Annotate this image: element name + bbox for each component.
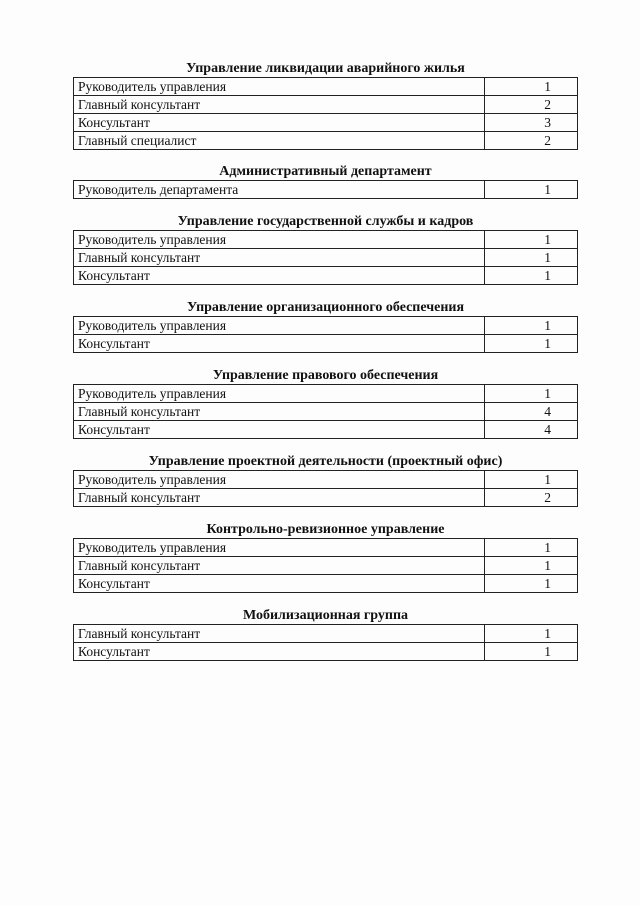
count-cell: 1 (485, 267, 578, 285)
position-cell: Главный консультант (74, 403, 485, 421)
position-cell: Главный консультант (74, 557, 485, 575)
count-cell: 1 (485, 231, 578, 249)
table-row (74, 539, 578, 557)
table-row (74, 385, 578, 403)
section-emergency-housing (73, 61, 578, 150)
section-title: Управление проектной деятельности (проектный офис) (148, 454, 503, 469)
count-cell: 1 (485, 557, 578, 575)
section-title: Управление государственной службы и кадров (177, 214, 474, 229)
table-row (74, 78, 578, 96)
count-cell: 2 (485, 489, 578, 507)
position-cell: Руководитель управления (74, 78, 485, 96)
count-cell: 1 (485, 643, 578, 661)
count-cell: 1 (485, 249, 578, 267)
table-row (74, 231, 578, 249)
staff-table (73, 470, 578, 507)
position-cell: Главный консультант (74, 96, 485, 114)
position-cell: Консультант (74, 335, 485, 353)
count-cell: 1 (485, 471, 578, 489)
count-cell: 1 (485, 317, 578, 335)
section-title: Управление ликвидации аварийного жилья (186, 61, 465, 76)
staff-table (73, 538, 578, 593)
section-title: Административный департамент (219, 164, 432, 179)
section-title: Контрольно-ревизионное управление (206, 522, 445, 537)
table-row (74, 335, 578, 353)
section-admin-department (73, 164, 578, 199)
table-row (74, 403, 578, 421)
staff-table (73, 316, 578, 353)
position-cell: Консультант (74, 643, 485, 661)
count-cell: 1 (485, 335, 578, 353)
count-cell: 1 (485, 181, 578, 199)
staff-table (73, 384, 578, 439)
staff-table (73, 624, 578, 661)
section-audit-control (73, 522, 578, 593)
table-row (74, 421, 578, 439)
table-row (74, 132, 578, 150)
position-cell: Руководитель департамента (74, 181, 485, 199)
position-cell: Консультант (74, 114, 485, 132)
position-cell: Руководитель управления (74, 385, 485, 403)
table-row (74, 471, 578, 489)
position-cell: Руководитель управления (74, 317, 485, 335)
count-cell: 1 (485, 575, 578, 593)
position-cell: Руководитель управления (74, 539, 485, 557)
table-row (74, 181, 578, 199)
count-cell: 2 (485, 132, 578, 150)
position-cell: Главный специалист (74, 132, 485, 150)
count-cell: 1 (485, 385, 578, 403)
position-cell: Главный консультант (74, 625, 485, 643)
position-cell: Консультант (74, 421, 485, 439)
staff-table (73, 230, 578, 285)
table-row (74, 96, 578, 114)
count-cell: 2 (485, 96, 578, 114)
table-row (74, 317, 578, 335)
section-civil-service-hr (73, 214, 578, 285)
position-cell: Консультант (74, 267, 485, 285)
position-cell: Руководитель управления (74, 231, 485, 249)
position-cell: Главный консультант (74, 249, 485, 267)
section-organizational-support (73, 300, 578, 353)
position-cell: Консультант (74, 575, 485, 593)
count-cell: 1 (485, 539, 578, 557)
count-cell: 3 (485, 114, 578, 132)
position-cell: Руководитель управления (74, 471, 485, 489)
count-cell: 1 (485, 78, 578, 96)
staff-table (73, 77, 578, 150)
table-row (74, 489, 578, 507)
count-cell: 4 (485, 403, 578, 421)
table-row (74, 267, 578, 285)
section-title: Мобилизационная группа (242, 608, 409, 623)
staff-table (73, 180, 578, 199)
section-legal-support (73, 368, 578, 439)
section-title: Управление правового обеспечения (212, 368, 439, 383)
count-cell: 1 (485, 625, 578, 643)
table-row (74, 249, 578, 267)
section-title: Управление организационного обеспечения (186, 300, 465, 315)
table-row (74, 114, 578, 132)
table-row (74, 575, 578, 593)
section-project-office (73, 454, 578, 507)
position-cell: Главный консультант (74, 489, 485, 507)
table-row (74, 625, 578, 643)
table-row (74, 643, 578, 661)
section-mobilization-group (73, 608, 578, 661)
count-cell: 4 (485, 421, 578, 439)
table-row (74, 557, 578, 575)
